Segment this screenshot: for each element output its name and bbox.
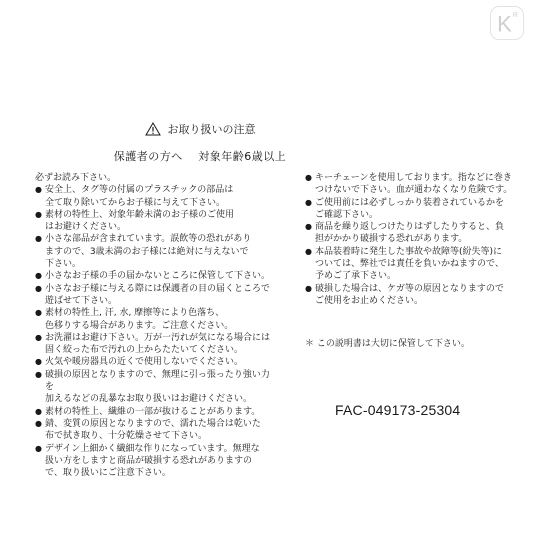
right-warnings-column bbox=[305, 172, 520, 307]
bullet-icon: ● bbox=[305, 197, 312, 207]
list-item: ● 安全上、タグ等の付属のプラスチックの部品は 全て取り除いてからお子様に与えて下さい。 bbox=[35, 185, 234, 208]
keep-manual-note: ＊ この説明書は大切に保管して下さい。 bbox=[305, 339, 470, 349]
bullet-icon: ● bbox=[35, 357, 42, 367]
bullet-icon: ● bbox=[305, 173, 312, 182]
list-item: ● 商品を繰り返しつけたりはずしたりすると、負 担がかかり破損する恐れがあります。 bbox=[305, 222, 505, 245]
bullet-icon: ● bbox=[305, 283, 312, 293]
bullet-icon: ● bbox=[35, 308, 42, 318]
bullet-icon: ● bbox=[305, 222, 312, 232]
bullet-icon: ● bbox=[35, 332, 42, 342]
caution-title: お取り扱いの注意 bbox=[167, 123, 256, 136]
list-item: ● デザイン上細かく繊細な作りになっています。無理な 扱い方をしますと商品が破損する恐れがありますの で、取り扱いにご注意下さい。 bbox=[35, 443, 260, 479]
warning-triangle-icon bbox=[145, 122, 161, 136]
bullet-icon: ● bbox=[35, 418, 42, 428]
list-item: ● 火気や暖房器具の近くで使用しないでください。 bbox=[35, 357, 244, 368]
brand-logo-badge: $K^R$ bbox=[490, 6, 524, 40]
left-warnings-column bbox=[35, 172, 275, 479]
caution-heading bbox=[100, 121, 300, 137]
list-item: ● キーチェーンを使用しております。指などに巻き つけないで下さい。血が通わなくなり危険です。 bbox=[305, 173, 513, 196]
bullet-icon: ● bbox=[35, 443, 42, 453]
product-code: FAC-049173-25304 bbox=[335, 402, 461, 418]
list-item: ● 小さなお子様の手の届かないところに保管して下さい。 bbox=[35, 271, 271, 282]
bullet-icon: ● bbox=[35, 283, 42, 293]
list-item: ● 破損の原因となりますので、無理に引っ張ったり強い力を 加えるなどの乱暴なお取り扱いはお避けください。 bbox=[35, 369, 270, 405]
bullet-icon: ● bbox=[35, 406, 42, 416]
list-item: ● 素材の特性上、繊維の一部が抜けることがあります。 bbox=[35, 406, 261, 417]
bullet-icon: ● bbox=[35, 234, 42, 244]
read-notice: 必ずお読み下さい。 bbox=[35, 173, 117, 183]
list-item: ● 錆、変質の原因となりますので、濡れた場合は乾いた 布で拭き取り、十分乾燥させて下さい。 bbox=[35, 418, 261, 442]
list-item: ● お洗濯はお避け下さい。万が一汚れが気になる場合には 固く絞った布で汚れの上からたたいてください。 bbox=[35, 332, 271, 356]
list-item: ● ご使用前には必ずしっかり装着されているかを ご確認下さい。 bbox=[305, 197, 505, 220]
age-notice: 保護者の方へ 対象年齢6歳以上 bbox=[113, 150, 287, 163]
list-item: ● 小さなお子様に与える際には保護者の目の届くところで 遊ばせて下さい。 bbox=[35, 283, 270, 306]
list-item: ● 破損した場合は、ケガ等の原因となりますので ご使用をお止めください。 bbox=[305, 283, 504, 306]
bullet-icon: ● bbox=[35, 369, 42, 379]
bullet-icon: ● bbox=[35, 271, 42, 281]
bullet-icon: ● bbox=[35, 185, 42, 195]
list-item: ● 小さな部品が含まれています。誤飲等の恐れがあり ますので、3歳未満のお子様には絶対に与えないで 下さい。 bbox=[35, 234, 252, 270]
bullet-icon: ● bbox=[305, 246, 312, 256]
list-item: ● 本品装着時に発生した事故や故障等(紛失等)に ついては、弊社では責任を負いかねますので、 予めご了承下さい。 bbox=[305, 246, 504, 282]
list-item: ● 素材の特性上, 汗, 水, 摩擦等により色落ち、 色移りする場合があります。ご注意ください。 bbox=[35, 308, 234, 331]
bullet-icon: ● bbox=[35, 209, 42, 219]
list-item: ● 素材の特性上、対象年齢未満のお子様のご使用 はお避けください。 bbox=[35, 209, 235, 233]
